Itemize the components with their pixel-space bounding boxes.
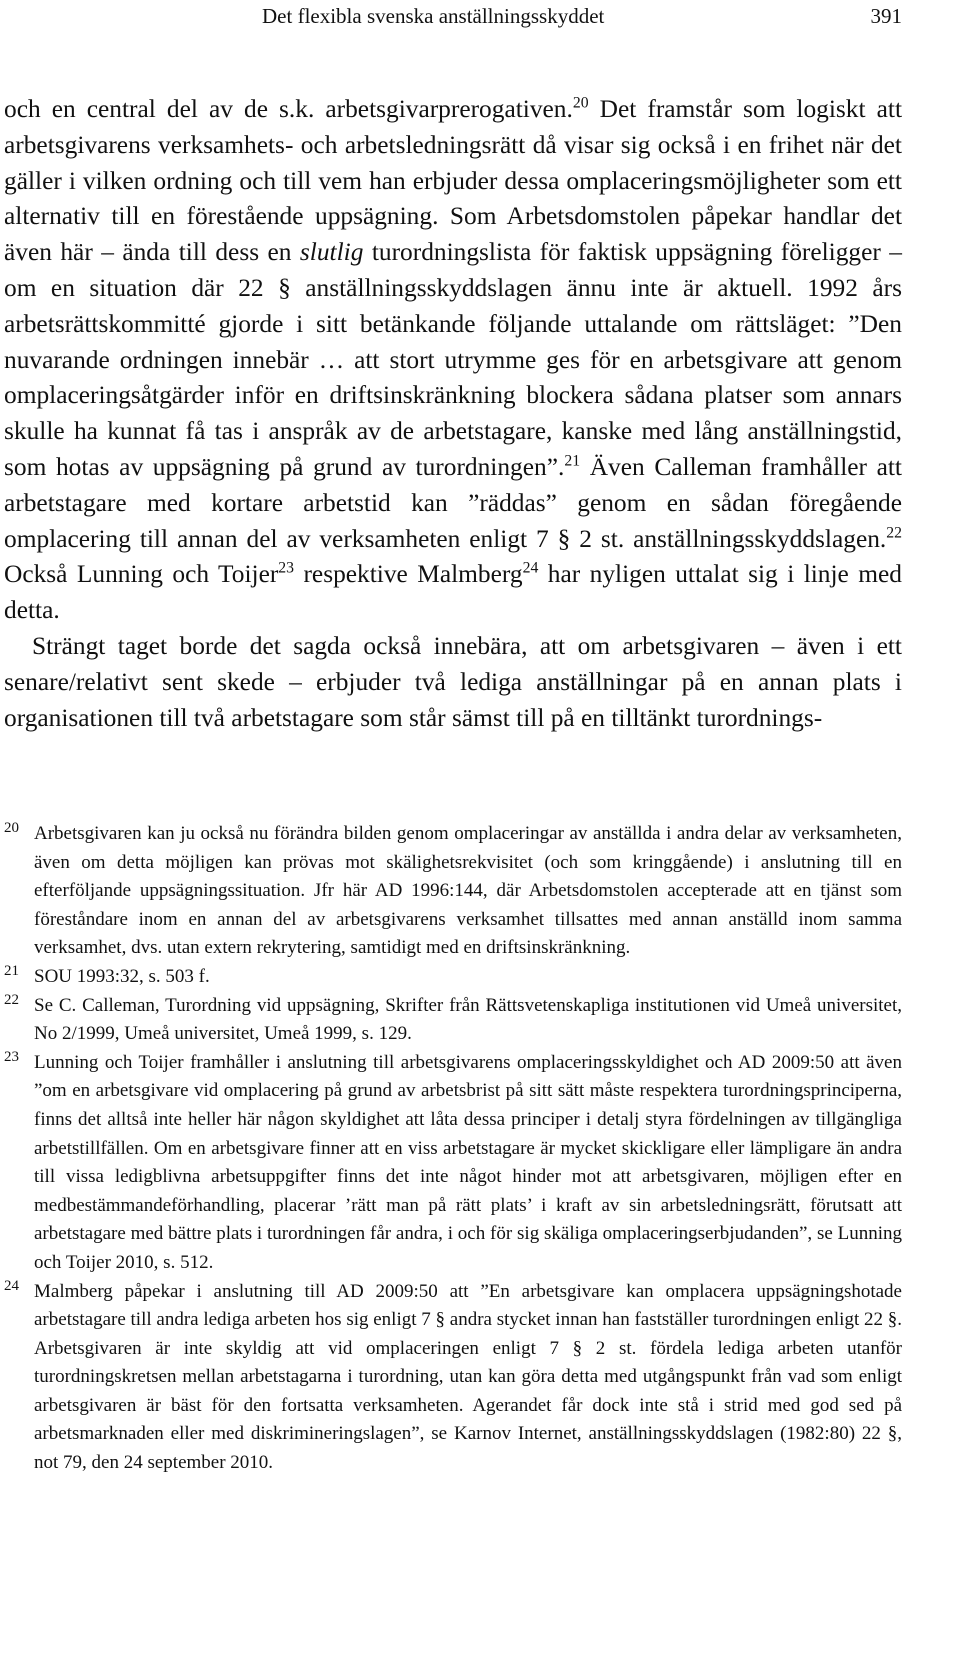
footnote-text: SOU 1993:32, s. 503 f.	[34, 965, 210, 987]
footnote-ref-24: 24	[522, 559, 539, 577]
paragraph-2: Strängt taget borde det sagda också innebära, att om arbetsgivaren – även i ett senare/relativt sent skede – erbjuder två lediga anställningar på en annan plats i organisationen till två arbetstagare som står sämst till på en tilltänkt turordnings-	[4, 631, 902, 732]
footnote-number: 20	[4, 820, 19, 836]
emphasis-slutlig: slutlig	[299, 238, 364, 267]
footnote-21	[4, 963, 902, 992]
footnote-ref-22: 22	[886, 523, 902, 541]
footnote-text: Malmberg påpekar i anslutning till AD 2009:50 att ”En arbetsgivare kan omplacera uppsägningshotade arbetstagare till andra lediga arbeten hos sig enligt 7 § andra stycket innan han fastställer turordningen enligt 22 §. Arbetsgivaren är inte skyldig att vid omplaceringen enligt 7 § 2 st. fördela lediga arbeten utanför turordningskretsen mellan arbetstagarna i turordning, utan kan göra detta med utgångspunkt från vad som enligt arbetsgivaren är bäst för den fortsatta verksamheten. Agerandet får dock inte stå i strid med god sed på arbetsmarknaden eller med diskrimineringslagen”, se Karnov Internet, anställningsskyddslagen (1982:80) 22 §, not 79, den 24 september 2010.	[34, 1280, 902, 1474]
footnote-ref-21: 21	[564, 452, 581, 470]
text-run: och en central del av de s.k. arbetsgivarprerogativen.	[4, 95, 573, 123]
footnote-20	[4, 820, 902, 963]
footnote-text: Se C. Calleman, Turordning vid uppsägning, Skrifter från Rättsvetenskapliga institutionen vid Umeå universitet, No 2/1999, Umeå universitet, Umeå 1999, s. 129.	[34, 994, 902, 1045]
footnote-ref-20: 20	[572, 94, 589, 112]
footnote-ref-23: 23	[278, 559, 295, 577]
footnote-22	[4, 992, 902, 1049]
footnote-text: Arbetsgivaren kan ju också nu förändra bilden genom omplaceringar av anställda i andra delar av verksamheten, även om detta möjligen kan prövas mot skälighetsrekvisitet (och som kringgående) i anslutning till en efterföljande uppsägningssituation. Jfr här AD 1996:144, där Arbetsdomstolen accepterade att en tjänst som föreståndare inom en annan del av arbetsgivarens verksamhet tillsattes med annan anställd inom samma verksamhet, dvs. utan extern rekrytering, samtidigt med en driftsinskränkning.	[34, 823, 902, 959]
footnote-23	[4, 1049, 902, 1278]
footnote-text: Lunning och Toijer framhåller i anslutning till arbetsgivarens omplaceringsskyldighet och AD 2009:50 att även ”om en arbetsgivare vid omplacering på grund av arbetsbrist på sitt sätt måste respektera turordningsprinciperna, finns det alltså inte heller här någon skyldighet att låta dessa principer i detalj styra fördelningen av tillgängliga arbetstillfällen. Om en arbetsgivare finner att en viss arbetstagare är mycket skickligare eller lämpligare än andra till vissa ledigblivna arbetsuppgifter finns det inte något hinder mot att arbetsgivaren, möjligen efter en medbestämmandeförhandling, placerar ’rätt man på rätt plats’ i kraft av sin arbetsledningsrätt, förutsatt att arbetstagare med bättre plats i turordningen får andra, i och för sig skäliga omplaceringserbjudanden”, se Lunning och Toijer 2010, s. 512.	[34, 1051, 902, 1273]
paragraph-1	[4, 92, 902, 629]
footnotes	[4, 820, 902, 1478]
text-run: turordningslista för faktisk uppsägning föreligger – om en situation där 22 § anställningsskyddslagen ännu inte är aktuell. 1992 års arbetsrättskommitté gjorde i sitt betänkande följande uttalande om rättsläget: ”Den nuvarande ordningen innebär … att stort utrymme ges för en arbetsgivare att genom omplaceringsåtgärder inför en driftsinskränkning blockera sådana platser som annars skulle ha kunnat få tas i anspråk av de arbetstagare, kanske med lång anställningstid, som hotas av uppsägning på grund av turordningen”.	[4, 238, 902, 481]
footnote-number: 21	[4, 962, 19, 979]
page-number: 391	[870, 4, 902, 28]
main-text	[4, 92, 902, 736]
text-run: respektive Malmberg	[294, 560, 523, 589]
footnote-number: 24	[4, 1277, 19, 1294]
footnote-number: 23	[4, 1048, 19, 1065]
footnote-number: 22	[4, 991, 19, 1008]
text-run: Också Lunning och Toijer	[4, 560, 279, 589]
text-run: Även Calleman framhåller att arbetstagare med kortare arbetstid kan ”räddas” genom en sådan föregående omplacering till annan del av verksamheten enligt 7 § 2 st. anställningsskyddslagen.	[4, 452, 902, 553]
text-run: har nyligen uttalat sig i linje med detta.	[4, 560, 902, 625]
footnote-24	[4, 1278, 902, 1478]
running-header	[0, 4, 960, 34]
text-run: Det framstår som logiskt att arbetsgivarens verksamhets- och arbetsledningsrätt då visar sig också i en frihet när det gäller i vilken ordning och till vem han erbjuder dessa omplaceringsmöjligheter som ett alternativ till en förestående uppsägning. Som Arbetsdomstolen påpekar handlar det även här – ända till dess en	[4, 95, 903, 267]
running-title: Det flexibla svenska anställningsskyddet	[262, 4, 605, 28]
